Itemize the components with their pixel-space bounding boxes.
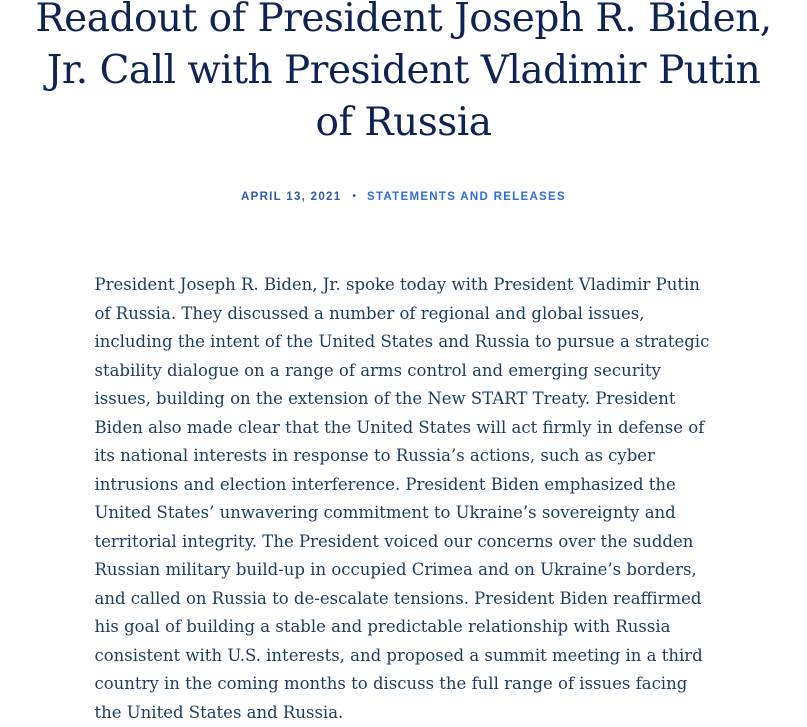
page-title [0, 0, 807, 149]
page-title-line-2: Jr. Call with President Vladimir Putin [46, 48, 761, 93]
publish-date: APRIL 13, 2021 [241, 191, 342, 203]
page-title-line-1: Readout of President Joseph R. Biden, [35, 0, 772, 41]
article-meta [0, 189, 807, 205]
readout-paragraph: President Joseph R. Biden, Jr. spoke today with President Vladimir Putin of Russia. They discussed a number of regional and global issues, including the intent of the United States and Russia to pursue a strategic stability dialogue on a range of arms control and emerging security issues, building on the extension of the New START Treaty. President Biden also made clear that the United States will act firmly in defense of its national interests in response to Russia’s actions, such as cyber intrusions and election interference. President Biden emphasized the United States’ unwavering commitment to Ukraine’s sovereignty and territorial integrity. The President voiced our concerns over the sudden Russian military build-up in occupied Crimea and on Ukraine’s borders, and called on Russia to de-escalate tensions. President Biden reaffirmed his goal of building a stable and predictable relationship with Russia consistent with U.S. interests, and proposed a summit meeting in a third country in the coming months to discuss the full range of issues facing the United States and Russia. [94, 275, 710, 722]
page-title-line-3: of Russia [315, 100, 492, 145]
category-link[interactable]: STATEMENTS AND RELEASES [366, 191, 566, 203]
meta-separator-dot: • [352, 191, 356, 202]
article-body [95, 271, 713, 727]
